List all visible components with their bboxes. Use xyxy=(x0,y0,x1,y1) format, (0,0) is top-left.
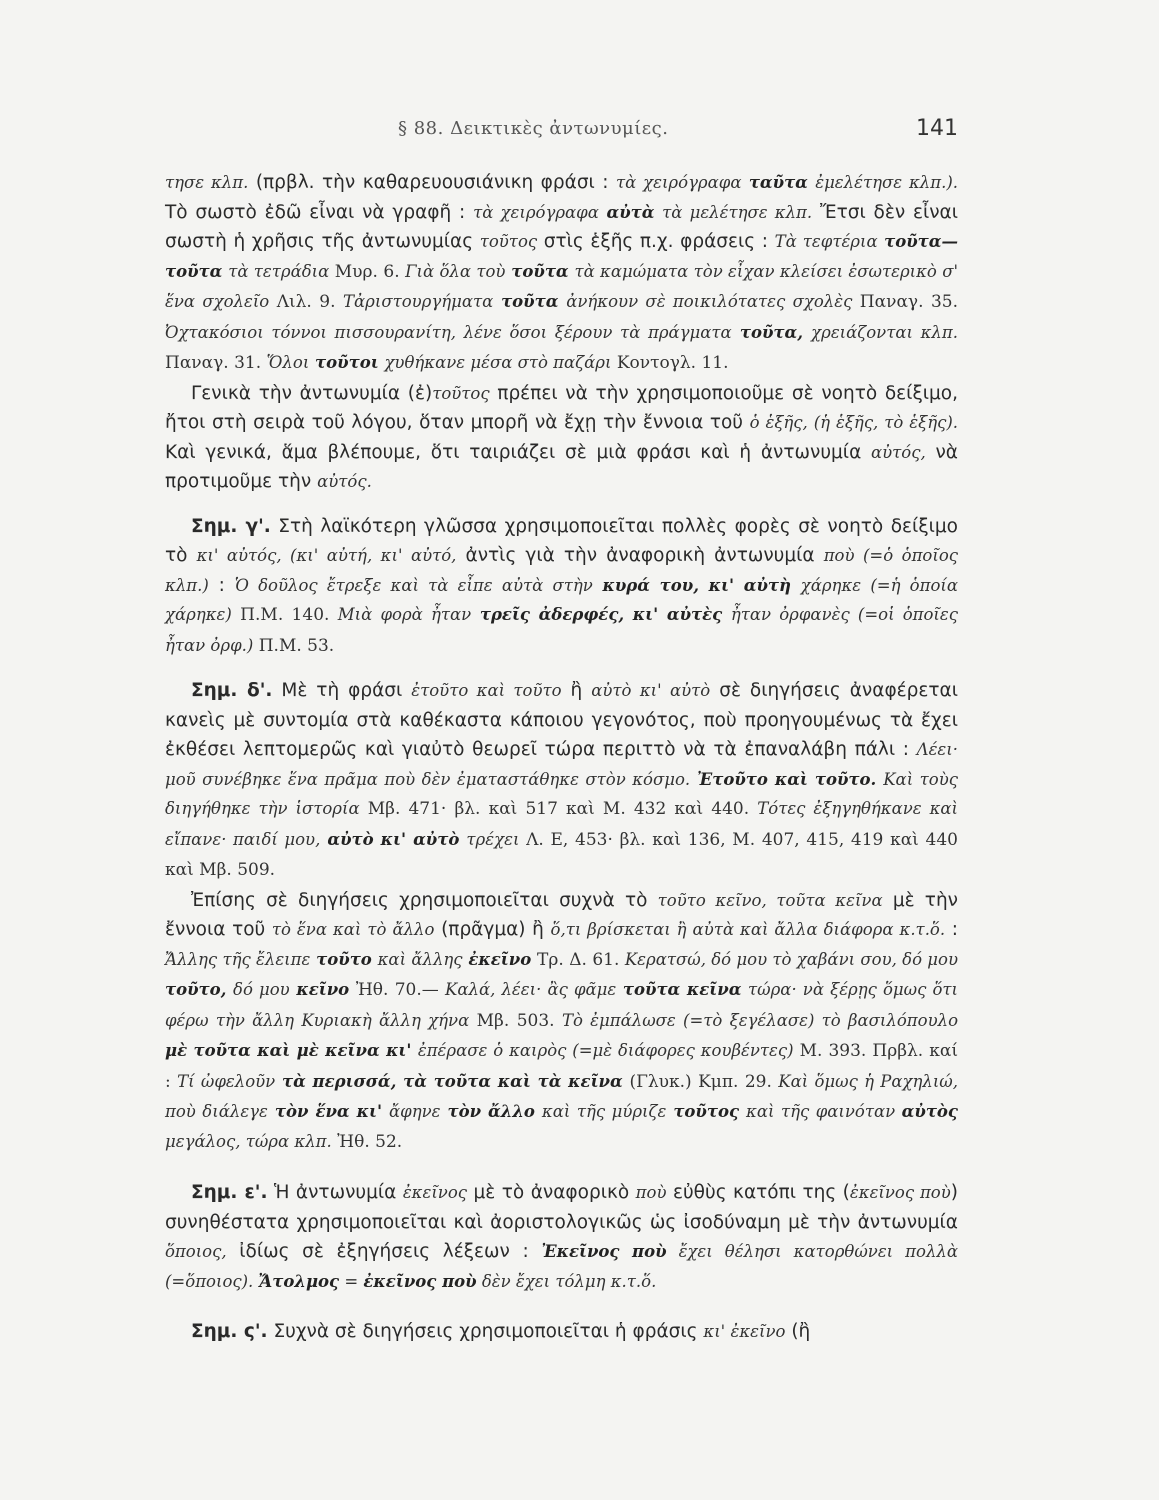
text-run: Ὀχτακόσιοι τόννοι πισσουρανίτη, λένε ὅσοι ξέρουν τὰ πράγματα xyxy=(165,322,732,342)
text-run: χυθήκανε μέσα στὸ παζάρι xyxy=(384,353,612,372)
note-stigma-label: Σημ. ς'. xyxy=(191,1321,268,1342)
text-run: τοῦτος xyxy=(666,1102,747,1121)
text-run: κι' ἐκεῖνο xyxy=(703,1322,786,1341)
text-run: τοῦτα xyxy=(505,261,575,281)
text-run: ἐπέρασε ὁ καιρὸς (=μὲ διάφορες κουβέντες) xyxy=(417,1041,794,1060)
text-run: τοῦτα, xyxy=(731,322,812,342)
text-run: Ἐκεῖνος ποὺ xyxy=(541,1242,667,1261)
text-run: (ἢ xyxy=(785,1321,811,1342)
text-run: Τότες ἐξηγηθήκανε καὶ εἴπανε· παιδί μου, xyxy=(165,799,959,849)
text-run: σὲ διηγήσεις ἀναφέρεται κανεὶς μὲ συντομία στὰ καθέκαστα κάποιου γεγονότος, ποὺ προηγουμένως τὰ ἔχει ἐκθέσει λεπτομερῶς καὶ γιαὐτὸ θεωρεῖ τώρα περιττὸ νὰ τὰ ἐπαναλάβη πάλι : xyxy=(165,680,958,760)
text-run: Λιλ. 9. xyxy=(269,292,343,312)
text-run: ἐτοῦτο καὶ τοῦτο xyxy=(411,681,562,700)
text-run: Τἀριστουργήματα xyxy=(343,292,494,311)
text-run: Μὲ τὴ φράσι xyxy=(272,680,412,701)
text-run: Τί ὠφελοῦν xyxy=(177,1071,276,1091)
text-run: Π.Μ. 140. xyxy=(231,605,338,625)
text-run: Καὶ ὅμως ἡ Ραχηλιώ, ποὺ διάλεγε xyxy=(165,1071,959,1121)
text-run: Παναγ. 35. xyxy=(852,292,958,312)
text-run: Ἠθ. 70.— xyxy=(355,980,446,1000)
text-run: κι' αὐτός, (κι' αὐτή, κι' αὐτό, xyxy=(196,546,457,565)
text-run: Μιὰ φορὰ ἦταν xyxy=(337,605,472,624)
text-run: Ἄτολμος xyxy=(258,1271,340,1291)
text-run: Στὴ λαϊκότερη γλῶσσα χρησιμοποιεῖται πολλὲς φορὲς σὲ νοητὸ δείξιμο τὸ xyxy=(165,515,958,566)
text-run: Τὸ ἐμπάλωσε (=τὸ ξεγέλασε) τὸ βασιλόπουλο xyxy=(561,1010,958,1030)
text-run: ταῦτα xyxy=(741,173,816,192)
note-gamma xyxy=(165,512,958,662)
text-run: ἦταν ὀρφανὲς (=οἱ ὁποῖες ἦταν ὀρφ.) xyxy=(165,605,958,655)
text-run: τὸν ἕνα κι' xyxy=(267,1102,390,1121)
text-run: τὰ τετράδια xyxy=(228,261,330,281)
text-run: καὶ ἄλλης xyxy=(377,949,463,969)
text-run: Κοντογλ. 11. xyxy=(611,353,729,373)
text-run: τοῦτοι xyxy=(309,353,385,372)
text-run: τὰ περισσά, τὰ τοῦτα καὶ τὰ κεῖνα xyxy=(275,1071,630,1091)
paragraph-continued xyxy=(165,168,958,379)
text-run: ὅ,τι βρίσκεται ἢ αὐτὰ καὶ ἄλλα διάφορα κ.τ.ὅ. xyxy=(550,920,946,939)
text-run: τοῦτα—τοῦτα xyxy=(165,232,958,281)
text-run: τὸ ἕνα καὶ τὸ ἄλλο xyxy=(271,920,435,939)
text-run: (Γλυκ.) Κμπ. 29. xyxy=(629,1071,779,1092)
text-run: τοῦτο xyxy=(310,949,378,969)
text-run: Μ. 393. Πρβλ. καί : xyxy=(165,1041,959,1092)
text-run: κεῖνο xyxy=(289,980,356,999)
text-run: ἐκεῖνο xyxy=(462,949,537,969)
text-run: (πρᾶγμα) ἢ xyxy=(434,919,551,940)
text-run: ποὺ xyxy=(635,1183,667,1202)
text-run: ἄφηνε xyxy=(389,1102,441,1121)
text-run: : xyxy=(945,919,958,940)
text-run: ἐκεῖνος xyxy=(402,1183,468,1202)
text-run: δὲν ἔχει τόλμη κ.τ.ὅ. xyxy=(476,1271,657,1291)
text-run: Καλά, λέει· ἂς φᾶμε xyxy=(445,980,617,999)
text-run: καὶ τῆς μύριζε xyxy=(541,1102,667,1121)
text-run: αὐτὰ xyxy=(598,202,663,222)
text-run: τοῦτα xyxy=(493,292,567,311)
text-run: τρέχει xyxy=(466,829,520,849)
text-run: Συχνὰ σὲ διηγήσεις χρησιμοποιεῖται ἡ φράσις xyxy=(267,1321,704,1342)
text-run: Ὁ δοῦλος ἔτρεξε καὶ τὰ εἶπε αὐτὰ στὴν xyxy=(234,575,593,595)
text-run: Γενικὰ τὴν ἀντωνυμία (ἐ) xyxy=(191,382,433,404)
text-run: μεγάλος, τώρα κλπ. xyxy=(165,1131,332,1151)
text-run: Παναγ. 31. xyxy=(165,353,267,373)
text-run: ἀντὶς γιὰ τὴν ἀναφορικὴ ἀντωνυμία xyxy=(456,545,824,566)
text-run: ἐμελέτησε κλπ.). xyxy=(815,173,959,192)
text-run: ) συνηθέστατα χρησιμοποιεῖται καὶ ἀοριστολογικῶς ὡς ἰσοδύναμη μὲ τὴν ἀντωνυμία xyxy=(165,1182,958,1233)
text-run: αὐτός. xyxy=(317,472,372,491)
note-stigma xyxy=(165,1317,958,1347)
text-run: Μβ. 503. xyxy=(469,1010,562,1031)
text-run: Καὶ γενικά, ἅμα βλέπουμε, ὅτι ταιριάζει σὲ μιὰ φράσι καὶ ἡ ἀντωνυμία xyxy=(165,441,871,463)
text-run: μὲ τοῦτα καὶ μὲ κεῖνα κι' xyxy=(165,1041,418,1060)
text-run: Ἠθ. 52. xyxy=(331,1131,403,1152)
text-run: τοῦτος xyxy=(479,232,538,251)
text-run: Ὅλοι xyxy=(266,353,310,372)
text-run: αὐτὸ κι' αὐτὸ xyxy=(320,829,467,849)
text-run: Ἐτοῦτο καὶ τοῦτο. xyxy=(690,769,884,789)
text-run: Καὶ τοὺς διηγήθηκε τὴν ἱστορία xyxy=(165,769,958,818)
text-run: τοῦτο, xyxy=(165,980,234,999)
text-run: Κερατσώ, δό μου τὸ χαβάνι σου, δό μου xyxy=(624,949,958,969)
paragraph-touto-keino xyxy=(165,886,958,1158)
text-run: καὶ τῆς φαινόταν xyxy=(746,1102,902,1121)
text-run: κυρά του, κι' αὐτὴ xyxy=(592,575,801,595)
text-run: ἢ xyxy=(561,680,592,701)
text-run: ὅποιος, xyxy=(165,1242,227,1261)
text-run: τησε κλπ. xyxy=(165,173,249,192)
text-run: Ἄλλης τῆς ἔλειπε xyxy=(165,949,311,969)
text-run: Μυρ. 6. xyxy=(329,261,406,282)
text-run: Τὰ τεφτέρια xyxy=(774,232,878,251)
text-run: ἐκεῖνος ποὺ xyxy=(849,1183,951,1202)
text-run: τὰ καμώματα τὸν εἶχαν κλείσει ἐσωτερικὸ σ' ἕνα σχολεῖο xyxy=(165,261,958,311)
text-run: : xyxy=(208,574,235,596)
page-header xyxy=(165,118,958,148)
text-run: τοῦτος xyxy=(432,383,490,403)
note-epsilon xyxy=(165,1178,958,1296)
note-gamma-label: Σημ. γ'. xyxy=(191,515,271,537)
running-head: § 88. Δεικτικὲς ἀντωνυμίες. xyxy=(398,118,669,139)
note-delta-label: Σημ. δ'. xyxy=(191,680,273,701)
text-run: = xyxy=(339,1271,364,1291)
text-run: αὐτὸ κι' αὐτὸ xyxy=(591,681,711,700)
text-run: νὰ προτιμοῦμε τὴν xyxy=(165,441,958,492)
text-run: τώρα· νὰ ξέρῃς ὅμως ὅτι φέρω τὴν ἄλλη Κυριακὴ ἄλλη χήνα xyxy=(165,980,959,1030)
text-run: τὰ χειρόγραφα xyxy=(473,202,599,222)
text-run: ἀνήκουν σὲ ποικιλότατες σχολὲς xyxy=(566,292,853,311)
text-run: τὰ χειρόγραφα xyxy=(616,173,742,192)
text-run: τοῦτα κεῖνα xyxy=(616,980,749,999)
text-run: χάρηκε (=ἡ ὁποία χάρηκε) xyxy=(165,575,958,624)
text-run: Λέει· μοῦ συνέβηκε ἕνα πρᾶμα ποὺ δὲν ἐματαστάθηκε στὸν κόσμο. xyxy=(165,740,958,789)
text-run: Ἡ ἀντωνυμία xyxy=(267,1182,403,1203)
text-run: Τρ. Δ. 61. xyxy=(537,949,625,970)
text-run: ἔχει θέλησι κατορθώνει πολλὰ (=ὅποιος). xyxy=(165,1242,959,1291)
book-page xyxy=(165,0,958,1500)
text-run: Μβ. 471· βλ. καὶ 517 καὶ Μ. 432 καὶ 440. xyxy=(359,799,758,819)
text-run: χρειάζονται κλπ. xyxy=(811,322,958,342)
text-run: Λ. Ε, 453· βλ. καὶ 136, Μ. 407, 415, 419 καὶ 440 καὶ Μβ. 509. xyxy=(165,829,958,880)
text-run: Ἐπίσης σὲ διηγήσεις χρησιμοποιεῖται συχνὰ τὸ xyxy=(191,889,658,911)
text-run: ἰδίως σὲ ἐξηγήσεις λέξεων : xyxy=(226,1241,542,1262)
text-run: πρέπει νὰ τὴν χρησιμοποιοῦμε σὲ νοητὸ δείξιμο, ἤτοι στὴ σειρὰ τοῦ λόγου, ὅταν μπορῆ νὰ ἔχῃ τὴν ἔννοια τοῦ xyxy=(165,382,958,433)
text-run: Τὸ σωστὸ ἐδῶ εἶναι νὰ γραφῆ : xyxy=(165,201,474,223)
text-run: τρεῖς ἀδερφές, κι' αὐτὲς xyxy=(471,605,731,624)
text-run: (πρβλ. τὴν καθαρευουσιάνικη φράσι : xyxy=(248,172,616,193)
text-run: τοῦτο κεῖνο, τοῦτα κεῖνα xyxy=(657,890,883,910)
text-run: τὰ μελέτησε κλπ. xyxy=(662,202,813,222)
text-run: τὸν ἄλλο xyxy=(440,1102,542,1121)
text-run: Π.Μ. 53. xyxy=(253,635,335,656)
text-run: δό μου xyxy=(233,980,290,999)
text-run: Ἔτσι δὲν εἶναι σωστὴ ἡ χρῆσις τῆς ἀντωνυμίας xyxy=(165,201,959,252)
page-number: 141 xyxy=(916,116,958,141)
text-run: ὁ ἑξῆς, (ἡ ἑξῆς, τὸ ἑξῆς). xyxy=(749,413,958,432)
text-run: στὶς ἑξῆς π.χ. φράσεις : xyxy=(537,231,775,252)
note-delta xyxy=(165,676,958,886)
text-run: ποὺ (=ὁ ὁποῖος κλπ.) xyxy=(165,546,958,595)
text-run: ἐκεῖνος ποὺ xyxy=(363,1271,477,1291)
text-run: Γιὰ ὅλα τοὺ xyxy=(405,261,506,281)
text-run: αὐτός, xyxy=(871,442,926,462)
text-run: μὲ τὸ ἀναφορικὸ xyxy=(467,1182,636,1203)
text-run: αὐτὸς xyxy=(901,1102,958,1121)
page-body xyxy=(165,168,958,1347)
text-run: εὐθὺς κατόπι της ( xyxy=(666,1182,850,1203)
text-run: μὲ τὴν ἔννοια τοῦ xyxy=(165,889,959,940)
note-epsilon-label: Σημ. ε'. xyxy=(191,1182,268,1203)
paragraph-general-rule xyxy=(165,379,958,497)
